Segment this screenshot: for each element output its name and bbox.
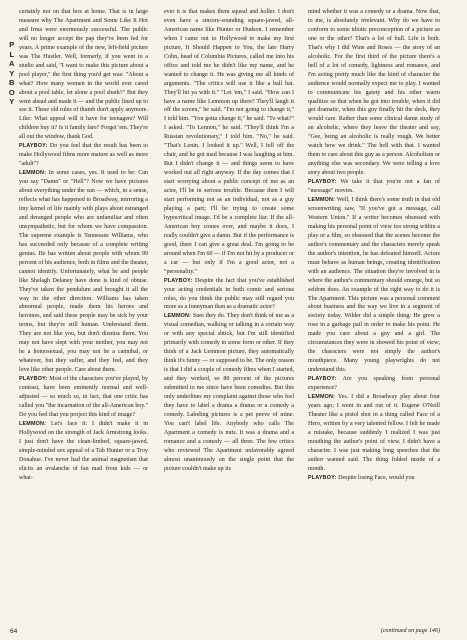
article-paragraph: [164, 277, 294, 313]
article-column-1: [19, 8, 148, 620]
speaker-label: PLAYBOY:: [19, 143, 48, 150]
side-label-letter: A: [9, 59, 15, 68]
article-paragraph: [164, 8, 294, 277]
side-label-letter: Y: [9, 68, 15, 78]
side-label-letter: L: [9, 49, 15, 59]
speaker-label: LEMMON:: [308, 393, 336, 400]
article-paragraph: [19, 142, 148, 169]
article-paragraph: [308, 474, 440, 483]
continued-note: (continued on page 146): [380, 628, 440, 634]
speaker-label: LEMMON:: [19, 420, 47, 427]
side-label-letter: P: [9, 40, 15, 49]
side-label-letter: O: [8, 87, 16, 97]
page-number: 64: [10, 628, 18, 635]
paragraph-text: certainly not on that box at home. That is in large measure why The Apartment and Some Like It Hot and Irma were enormously successful. The public will no longer accept the pap they've been fed for years. A prime example of the new, left-field picture was The Hustler. Well, formerly, if you went to a studio and said, "I want to make this picture about a pool player," the first thing you'd get was: "About a what? How many women in the world ever cared about a pool table, let alone a pool shark?" But they went ahead and made it — and the public lined up to see it. These old rules of thumb don't apply anymore. Like: What appeal will it have for teenagers? Will children buy it? Is it family fare? Forget 'em. They're all out the window, thank God.: [19, 9, 148, 141]
paragraph-text: Do you feel that the result has been to make Hollywood films more mature as well as more "adult"?: [19, 143, 148, 168]
article-paragraph: [19, 169, 148, 375]
paragraph-text: Sure they do. They don't think of me as a visual comedian, walking or talking in a certain way or with any special shtick, but I'm still identified primarily with comedy in some form or other. If they think of a Jack Lemmon picture, they automatically think it's funny — or supposed to be. The only reason is that I did a couple of comedy films when I started, and they worked, so 80 percent of the pictures submitted to me since have been comedies. But this only underlines my complaint against those who feel they have to label a drama a drama or a comedy a comedy. Labeling pictures is a pet peeve of mine. You can't label life. Anybody who calls The Apartment a comedy is nuts. It was a drama and a romance and a comedy — all three. The few critics who reviewed The Apartment unfavorably agreed almost unanimously on the single point that the picture couldn't make up its: [164, 313, 294, 472]
speaker-label: PLAYBOY:: [308, 474, 337, 481]
speaker-label: PLAYBOY:: [308, 376, 337, 383]
article-paragraph: [308, 196, 440, 375]
article-paragraph: [308, 375, 440, 393]
speaker-label: PLAYBOY:: [19, 376, 48, 383]
speaker-label: LEMMON:: [19, 170, 47, 177]
article-paragraph: [308, 178, 440, 196]
paragraph-text: Yes. I did a Broadway play about four years ago; I went in and out of it. Eugene O'Neill Theater like a pistol shot in a thing called Face of a Hero, written by a very talented fellow. I felt he made a mistake, because suddenly I realized I was just mouthing the author's point of view. I didn't have a character. I was just making long speeches that the author wanted said. The thing folded inside of a month.: [308, 393, 440, 472]
paragraph-text: Well, I think there's some truth in that old screenwriting saw, "If you've got a message, call Western Union." If a writer becomes obsessed with making his personal point of view too strong within a play or a film, so obsessed that the scenes become the author's commentary and the characters merely speak the author's intention, he has defeated himself. Actors must behave as human beings, creating identification with an audience. The situation they're involved in is where the author's commentary should emerge, but so seldom does. An example of the right way to do it is The Apartment. This picture was a personal comment about business and the way we live in a segment of society today. Wilder did a simple thing: He grew a rose in a garbage pail in order to make his point. He made you care about a guy and a girl. The circumstances they were in showed his point of view; the characters were not simply the author's mouthpiece. Many young playwrights do not understand this.: [308, 197, 440, 374]
speaker-label: LEMMON:: [308, 197, 336, 204]
article-paragraph: [19, 375, 148, 420]
paragraph-text: Let's face it: I didn't make it in Hollywood on the strength of Jack Armstrong looks. I just don't have the clean-limbed, square-jawed, simple-minded sex appeal of a Tab Hunter or a Troy Donahue. I've never had the animal magnetism that elicits an avalanche of fan mail from kids — or what-: [19, 420, 148, 481]
paragraph-text: Despite the fact that you've established your acting credentials in both comic and serious roles, do you think the public may still regard you more as a funnyman than as a dramatic actor?: [164, 277, 294, 311]
paragraph-text: Most of the characters you've played, by contrast, have been eminently normal and well-adjusted — so much so, in fact, that one critic has called you "the incarnation of the all-American boy." Do you feel that you project this kind of image?: [19, 376, 148, 418]
article-column-2: [164, 8, 294, 620]
paragraph-text: In some cases, yes. It used to be: Can you say "Damn" or "Hell"? Now we have pictures about everything under the sun — which, in a sense, reflects what has happened to Broadway, mirroring a tiny kernel of life mainly with plays about estranged and deranged people who are unfamiliar and often unsympathetic, but for whom we have compassion. The supreme example is Tennessee Williams, who has succeeded only because of a complete writing genius. He has written about people with whom 99 percent of his audience, both in films and the theater, cannot identify. Unfortunately, what he and people like Shelagh Delaney have done is kind of obtuse. They've taken the pendulum and brought it all the way in the other direction. Williams has taken abnormal people, made them his heroes and heroines, and said these people may be sick by your terms, but they're still human. Understand them. They are not like you, but don't dismiss them. You may not have slept with your mother, you may not be a homosexual, you may not be a cannibal, or whatever, but they suffer, and they feel, and they love like other people. Care about them.: [19, 170, 148, 374]
article-paragraph: [308, 393, 440, 474]
article-paragraph: [164, 312, 294, 473]
speaker-label: PLAYBOY:: [308, 179, 337, 186]
paragraph-text: Are you speaking from personal experience?: [308, 376, 440, 392]
paragraph-text: Despite losing Face, would you: [338, 474, 415, 481]
paragraph-text: We take it that you're not a fan of "message" movies.: [308, 179, 440, 195]
side-label-letter: Y: [9, 97, 15, 106]
article-paragraph: [19, 420, 148, 483]
article-paragraph: [19, 8, 148, 142]
side-label-letter: B: [9, 78, 15, 87]
speaker-label: PLAYBOY:: [164, 277, 193, 284]
paragraph-text: ever it is that makes them squeal and holler. I don't even have a sincere-sounding square-jawed, all-American name like Hunter or Hudson. I remember when I came out to Hollywood to make my first picture, It Should Happen to You, the late Harry Cohn, head of Columbia Pictures, called me into his office and told me he didn't like my name, and he wanted to change it. He was giving me all kinds of arguments. "The critics will use it like a ball bat. They'll hit ya with it." "Let 'em," I said. "How can I have a name like Lemmon up there? They'll laugh it off the screen," he said. "I'm not going to change it," I told him. "You gotta change it," he said. "To what?" I asked. "To Lennon," he said. "They'll think I'm a Russian revolutionary," I told him. "No," he said. "That's Lenin. I looked it up." Well, I fell off the chair, and he got mad because I was laughing at him. But I didn't change it — and things seem to have worked out all right anyway. If the day comes that I start worrying about a public concept of me as an actor, I'll be in serious trouble. Because then I will start performing not as an individual, not as a guy playing a part; I'll be trying to create some hypocritical image. I'd be a complete liar. If the all-American boy comes over, and maybe it does, I really couldn't give a damn. But if the performance is good, there I can give a great deal. I'm going to be around when I'm 60 — if I'm not hit by a producer or a car — but only if I'm a good actor, not a "personality.": [164, 9, 294, 275]
article-paragraph: [308, 8, 440, 178]
article-column-3: [308, 8, 440, 620]
magazine-side-label: [6, 40, 18, 107]
paragraph-text: mind whether it was a comedy or a drama. Now that, to me, is absolutely irrelevant. Why do we have to conform to some idiotic preconception of a picture as one or the other? That's a lot of bull. Life is both. That's why I did Wine and Roses — the story of an alcoholic. For the first third of the picture there's a hell of a lot of comedy, lightness and romance, and I'm acting pretty much like the kind of character the audience would normally expect me to play. I wanted to communicate his gaiety and his other warm qualities so that when he got into trouble, when it did get dramatic, when this guy finally hit the deck, they would care. Rather than some clinical damn study of an alcoholic, where they leave the theater and say, "Gee, being an alcoholic is really rough. We better watch how we drink." The hell with that. I wanted them to care about this guy as a person. Alcoholism or anything else was secondary. We were telling a love story about two people.: [308, 9, 440, 177]
speaker-label: LEMMON:: [164, 313, 192, 320]
